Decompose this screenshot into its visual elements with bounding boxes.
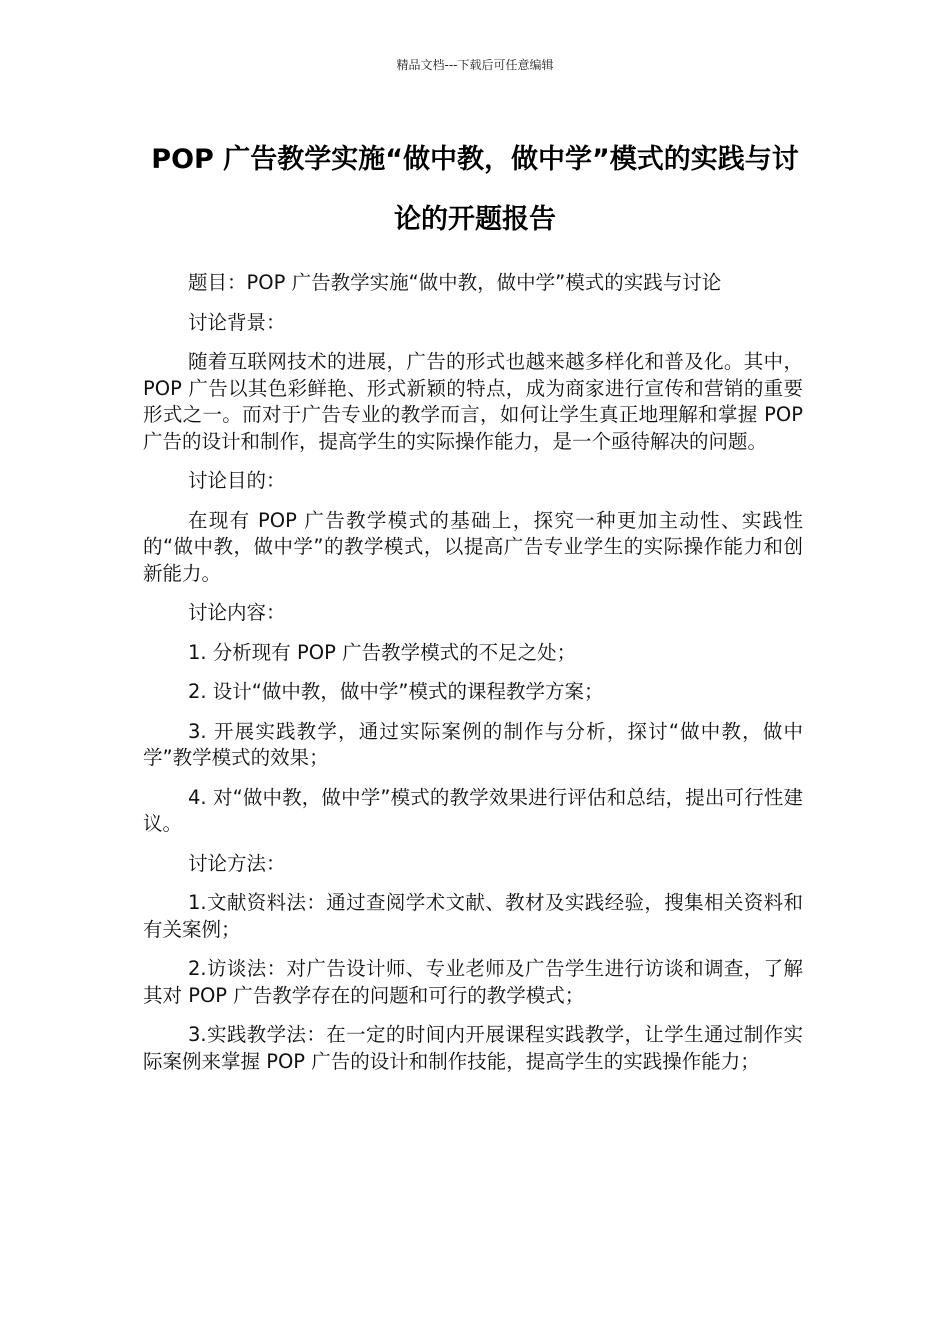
content-item: 2. 设计“做中教，做中学”模式的课程教学方案；: [188, 680, 604, 703]
content-item: 3. 开展实践教学，通过实际案例的制作与分析，探讨“做中教，做中学”教学模式的效果；: [143, 719, 803, 769]
purpose-paragraph: 在现有 POP 广告教学模式的基础上，探究一种更加主动性、实践性的“做中教，做中学”的教学模式，以提高广告专业学生的实际操作能力和创新能力。: [143, 508, 803, 585]
section-heading-methods: 讨论方法：: [188, 851, 286, 875]
section-heading-purpose: 讨论目的：: [188, 469, 286, 492]
method-item: 2.访谈法：对广告设计师、专业老师及广告学生进行访谈和调查，了解其对 POP 广告教学存在的问题和可行的教学模式；: [143, 957, 803, 1007]
section-heading-background: 讨论背景：: [188, 310, 286, 334]
background-paragraph: 随着互联网技术的进展，广告的形式也越来越多样化和普及化。其中，POP 广告以其色彩鲜艳、形式新颖的特点，成为商家进行宣传和营销的重要形式之一。而对于广告专业的教学而言，如何让学生真正地理解和掌握 POP 广告的设计和制作，提高学生的实际操作能力，是一个亟待解决的问题。: [143, 350, 803, 453]
document-title: POP 广告教学实施“做中教，做中学”模式的实践与讨论的开题报告: [151, 144, 799, 235]
topic-line: 题目：POP 广告教学实施“做中教，做中学”模式的实践与讨论: [188, 271, 722, 294]
content-item: 4. 对“做中教，做中学”模式的教学效果进行评估和总结，提出可行性建议。: [143, 785, 803, 835]
section-heading-content: 讨论内容：: [188, 601, 286, 624]
header-note: 精品文档---下载后可任意编辑: [396, 58, 554, 72]
document-body: [143, 270, 803, 1088]
method-item: 1.文献资料法：通过查阅学术文献、教材及实践经验，搜集相关资料和有关案例；: [143, 891, 803, 941]
method-item: 3.实践教学法：在一定的时间内开展课程实践教学，让学生通过制作实际案例来掌握 POP 广告的设计和制作技能，提高学生的实践操作能力；: [143, 1023, 803, 1073]
content-item: 1. 分析现有 POP 广告教学模式的不足之处；: [188, 640, 577, 664]
